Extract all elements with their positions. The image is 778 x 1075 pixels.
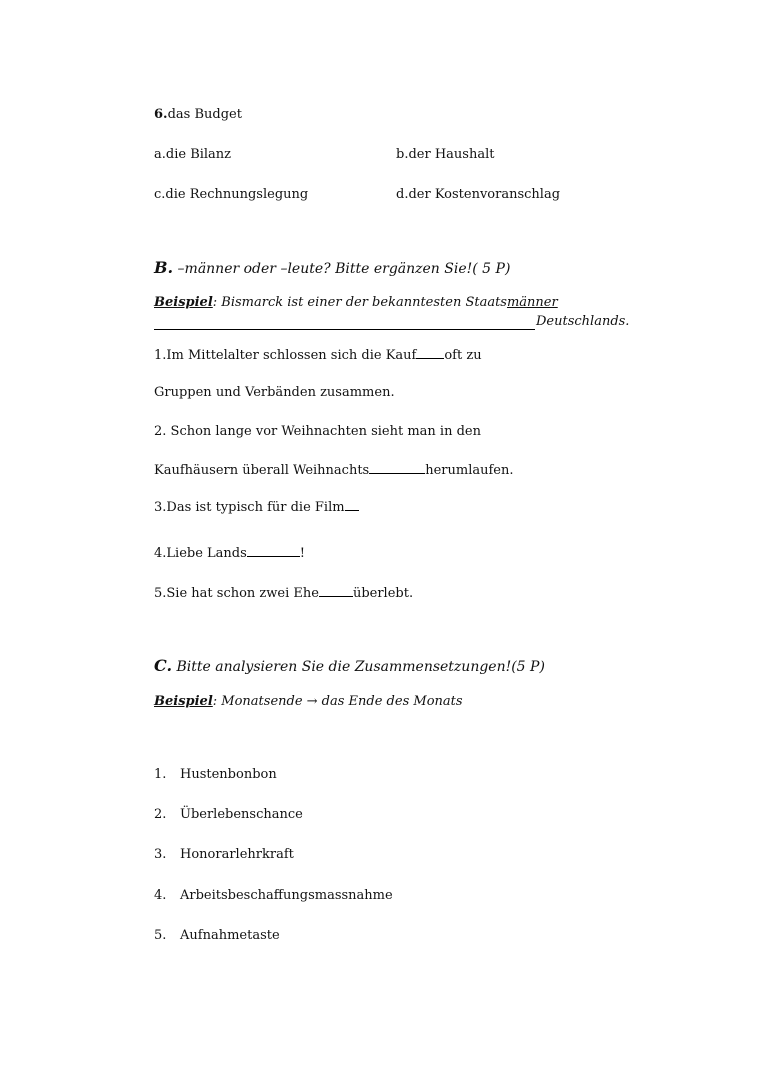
- b-item-1-cont: Gruppen und Verbänden zusammen.: [154, 385, 395, 400]
- question-word: das Budget: [167, 107, 242, 122]
- section-c-title: Bitte analysieren Sie die Zusammensetzungen!(5 P): [172, 659, 545, 675]
- example-label: Beispiel: [154, 694, 213, 709]
- option-a-text: a.die Bilanz: [154, 147, 232, 162]
- item-text-after: oft zu: [444, 348, 482, 363]
- section-b-letter: B.: [154, 258, 174, 277]
- section-c-example: [154, 693, 463, 711]
- answer-blank[interactable]: [416, 346, 444, 359]
- item-number: 3.: [154, 847, 167, 862]
- question-6-heading: [154, 106, 242, 124]
- item-number: 5.: [154, 586, 167, 601]
- option-c-text: c.die Rechnungslegung: [154, 187, 309, 202]
- option-b: [396, 146, 494, 164]
- item-text-after: herumlaufen.: [425, 463, 514, 478]
- question-number: 6.: [154, 107, 168, 122]
- item-text-after: überlebt.: [352, 586, 414, 601]
- section-b-title: –männer oder –leute? Bitte ergänzen Sie!( 5 P): [173, 261, 511, 277]
- item-number: 4.: [154, 546, 167, 561]
- item-number: 2.: [154, 807, 167, 822]
- example-colon: :: [212, 694, 222, 709]
- b-item-3: [154, 498, 359, 517]
- item-word: Aufnahmetaste: [180, 928, 280, 943]
- b-item-5: [154, 584, 413, 603]
- option-a: [154, 146, 231, 164]
- item-number: 2.: [154, 424, 167, 439]
- item-number: 5.: [154, 928, 167, 943]
- c-item-1: [154, 766, 277, 784]
- option-c: [154, 186, 308, 204]
- b-item-1: [154, 346, 482, 365]
- answer-blank[interactable]: [369, 461, 425, 474]
- c-item-2: [154, 806, 303, 824]
- section-b-heading: [154, 259, 510, 278]
- c-item-4: [154, 887, 393, 905]
- option-b-text: b.der Haushalt: [396, 147, 495, 162]
- item-number: 3.: [154, 500, 167, 515]
- item-word: Überlebenschance: [180, 807, 303, 822]
- answer-blank[interactable]: [247, 544, 300, 557]
- item-number: 1.: [154, 348, 167, 363]
- example-answer-line: [154, 329, 535, 330]
- item-text-after: !: [299, 546, 306, 561]
- item-text: Kaufhäusern überall Weihnachts: [154, 463, 370, 478]
- example-label: Beispiel: [154, 295, 213, 310]
- item-text: Liebe Lands: [166, 546, 247, 561]
- b-item-4: [154, 544, 305, 563]
- answer-blank[interactable]: [319, 584, 353, 597]
- item-word: Hustenbonbon: [180, 767, 277, 782]
- c-item-3: [154, 846, 294, 864]
- example-colon: :: [212, 295, 222, 310]
- item-word: Arbeitsbeschaffungsmassnahme: [180, 888, 393, 903]
- section-c-letter: C.: [154, 656, 173, 675]
- option-d-text: d.der Kostenvoranschlag: [396, 187, 561, 202]
- b-item-2-cont: [154, 461, 514, 480]
- item-text: Sie hat schon zwei Ehe: [166, 586, 319, 601]
- section-c-heading: [154, 657, 545, 676]
- c-item-5: [154, 927, 280, 945]
- example-answer: männer: [506, 295, 558, 310]
- item-text: Das ist typisch für die Film: [166, 500, 345, 515]
- item-text: Schon lange vor Weihnachten sieht man in den: [166, 424, 481, 439]
- item-word: Honorarlehrkraft: [180, 847, 294, 862]
- example-end: Deutschlands.: [536, 314, 630, 329]
- item-number: 1.: [154, 767, 167, 782]
- section-b-example: [154, 294, 558, 312]
- option-d: [396, 186, 560, 204]
- item-text: Im Mittelalter schlossen sich die Kauf: [166, 348, 417, 363]
- example-text: Monatsende → das Ende des Monats: [221, 694, 463, 709]
- answer-blank[interactable]: [345, 498, 359, 511]
- example-text: Bismarck ist einer der bekanntesten Staats: [221, 295, 507, 310]
- item-number: 4.: [154, 888, 167, 903]
- b-item-2: [154, 423, 481, 441]
